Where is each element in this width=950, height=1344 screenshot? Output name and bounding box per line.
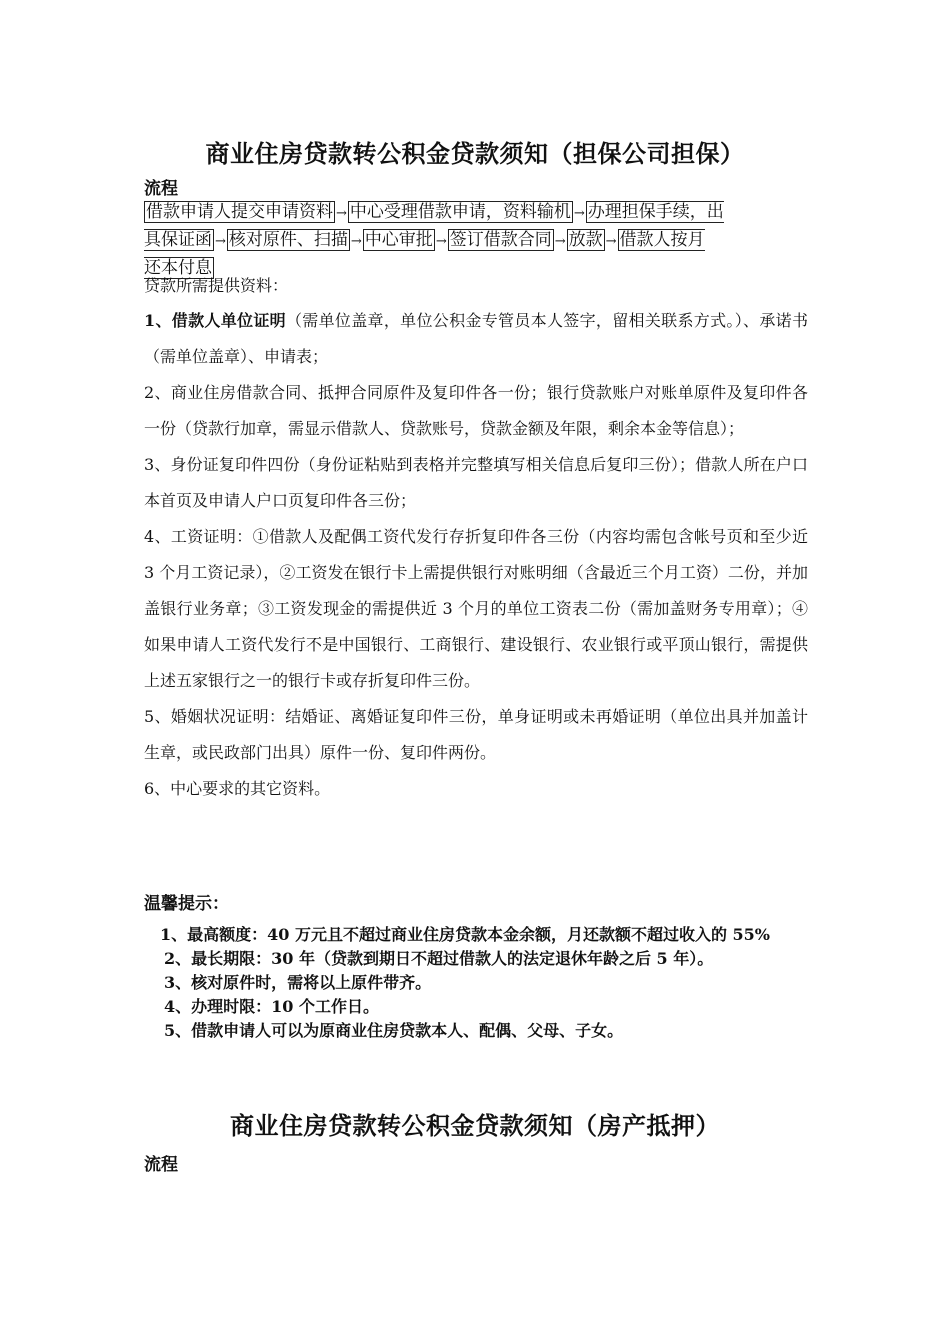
arrow-icon: →: [554, 234, 566, 249]
flow-step-repayment-line1: 借款人按月: [619, 230, 705, 250]
tip-item-3: 3、核对原件时，需将以上原件带齐。: [164, 973, 432, 992]
material-item-1: [144, 303, 808, 375]
flow-label-2: 流程: [144, 1155, 178, 1175]
flow-step-submit-application: 借款申请人提交申请资料: [146, 202, 333, 222]
tips-list: [144, 923, 810, 1043]
arrow-icon: →: [336, 206, 347, 221]
arrow-icon: →: [573, 206, 585, 221]
flow-step-guarantee-line2: 具保证函: [144, 230, 212, 250]
tips-heading: 温馨提示：: [144, 894, 229, 914]
flow-step-center-accepts: 中心受理借款申请，资料输机: [349, 202, 571, 222]
arrow-icon: →: [215, 234, 226, 249]
flow-label: 流程: [144, 179, 178, 199]
tip-item-4: 4、办理时限：10 个工作日。: [164, 997, 379, 1016]
flow-step-center-approval: 中心审批: [364, 230, 433, 250]
material-item-5: 5、婚姻状况证明：结婚证、离婚证复印件三份，单身证明或未再婚证明（单位出具并加盖计生章，或民政部门出具）原件一份、复印件两份。: [144, 707, 808, 762]
tip-item-5: 5、借款申请人可以为原商业住房贷款本人、配偶、父母、子女。: [164, 1021, 624, 1040]
materials-section: [144, 273, 808, 807]
process-flow: [144, 199, 810, 281]
materials-intro: 贷款所需提供资料：: [144, 276, 289, 295]
material-item-2: 2、商业住房借款合同、抵押合同原件及复印件各一份；银行贷款账户对账单原件及复印件各一份（贷款行加章，需显示借款人、贷款账号，贷款金额及年限，剩余本金等信息）；: [144, 383, 808, 438]
document-title-guarantee: 商业住房贷款转公积金贷款须知（担保公司担保）: [205, 139, 745, 168]
material-item-3: 3、身份证复印件四份（身份证粘贴到表格并完整填写相关信息后复印三份）；借款人所在户口本首页及申请人户口页复印件各三份；: [144, 455, 808, 510]
material-item-1-rest: （需单位盖章，单位公积金专管员本人签字，留相关联系方式。）、承诺书（需单位盖章）、申请表；: [144, 311, 808, 366]
document-title-mortgage: 商业住房贷款转公积金贷款须知（房产抵押）: [230, 1111, 720, 1140]
arrow-icon: →: [605, 234, 617, 249]
tip-item-1: 1、最高额度：40 万元且不超过商业住房贷款本金余额，月还款额不超过收入的 55%: [160, 925, 771, 944]
tip-item-2: 2、最长期限：30 年（贷款到期日不超过借款人的法定退休年龄之后 5 年）。: [164, 949, 714, 968]
flow-step-repayment-line2: 还本付息: [144, 258, 212, 278]
material-item-1-bold: 借款人单位证明: [171, 311, 286, 330]
material-item-6: 6、中心要求的其它资料。: [144, 779, 331, 798]
flow-step-sign-contract: 签订借款合同: [449, 230, 552, 250]
arrow-icon: →: [435, 234, 447, 249]
flow-step-verify-scan: 核对原件、扫描: [228, 230, 348, 250]
flow-step-guarantee-line1: 办理担保手续，出: [587, 202, 724, 222]
arrow-icon: →: [350, 234, 362, 249]
material-item-4: 4、工资证明：①借款人及配偶工资代发行存折复印件各三份（内容均需包含帐号页和至少近 3 个月工资记录），②工资发在银行卡上需提供银行对账明细（含最近三个月工资）二份，并加盖银行业务章；③工资发现金的需提供近 3 个月的单位工资表二份（需加盖财务专用章）；④如果申请人工资代发行不是中国银行、工商银行、建设银行、农业银行或平顶山银行，需提供上述五家银行之一的银行卡或存折复印件三份。: [144, 527, 808, 690]
flow-step-disburse: 放款: [568, 230, 603, 250]
material-item-1-prefix: 1、: [144, 311, 172, 330]
